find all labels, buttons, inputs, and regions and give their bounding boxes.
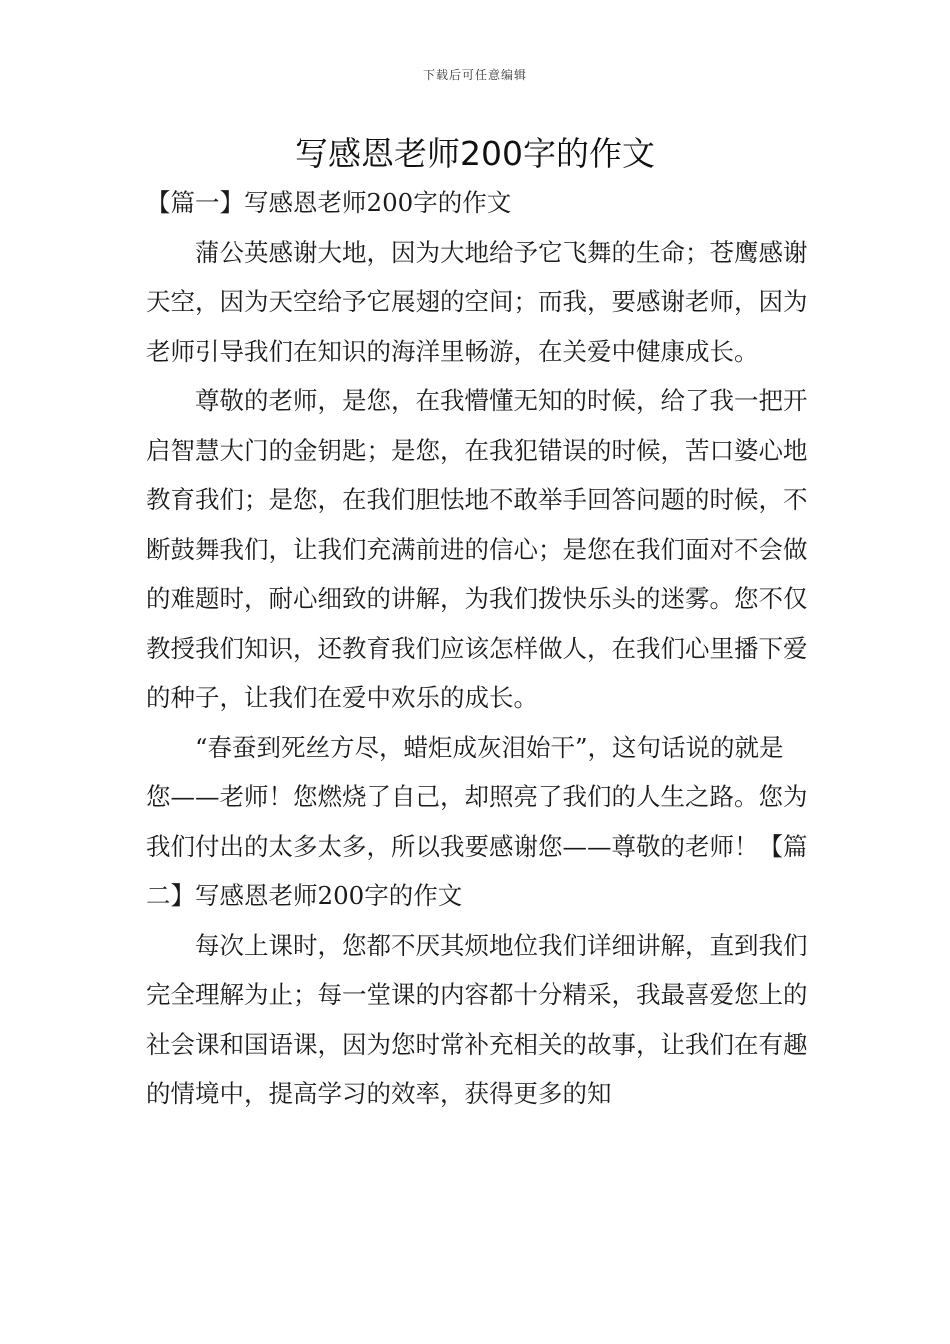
document-title: 写感恩老师200字的作文 xyxy=(295,134,655,173)
paragraph-4: 每次上课时，您都不厌其烦地位我们详细讲解，直到我们完全理解为止；每一堂课的内容都十分精采，我最喜爱您上的社会课和国语课，因为您时常补充相关的故事，让我们在有趣的情境中，提高学习的效率，获得更多的知 xyxy=(146,930,808,1108)
header-note: 下载后可任意编辑 xyxy=(422,68,527,82)
section-heading-one: 【篇一】写感恩老师200字的作文 xyxy=(146,188,512,217)
paragraph-3: “春蚕到死丝方尽，蜡炬成灰泪始干”，这句话说的就是您——老师！您燃烧了自己，却照亮了我们的人生之路。您为我们付出的太多太多，所以我要感谢您——尊敬的老师！【篇二】写感恩老师200字的作文 xyxy=(146,732,808,910)
paragraph-1: 蒲公英感谢大地，因为大地给予它飞舞的生命；苍鹰感谢天空，因为天空给予它展翅的空间；而我，要感谢老师，因为老师引导我们在知识的海洋里畅游，在关爱中健康成长。 xyxy=(146,237,808,366)
document-body xyxy=(146,178,808,1119)
paragraph-2: 尊敬的老师，是您，在我懵懂无知的时候，给了我一把开启智慧大门的金钥匙；是您，在我犯错误的时候，苦口婆心地教育我们；是您，在我们胆怯地不敢举手回答问题的时候，不断鼓舞我们，让我们充满前进的信心；是您在我们面对不会做的难题时，耐心细致的讲解，为我们拨快乐头的迷雾。您不仅教授我们知识，还教育我们应该怎样做人，在我们心里播下爱的种子，让我们在爱中欢乐的成长。 xyxy=(146,386,808,712)
